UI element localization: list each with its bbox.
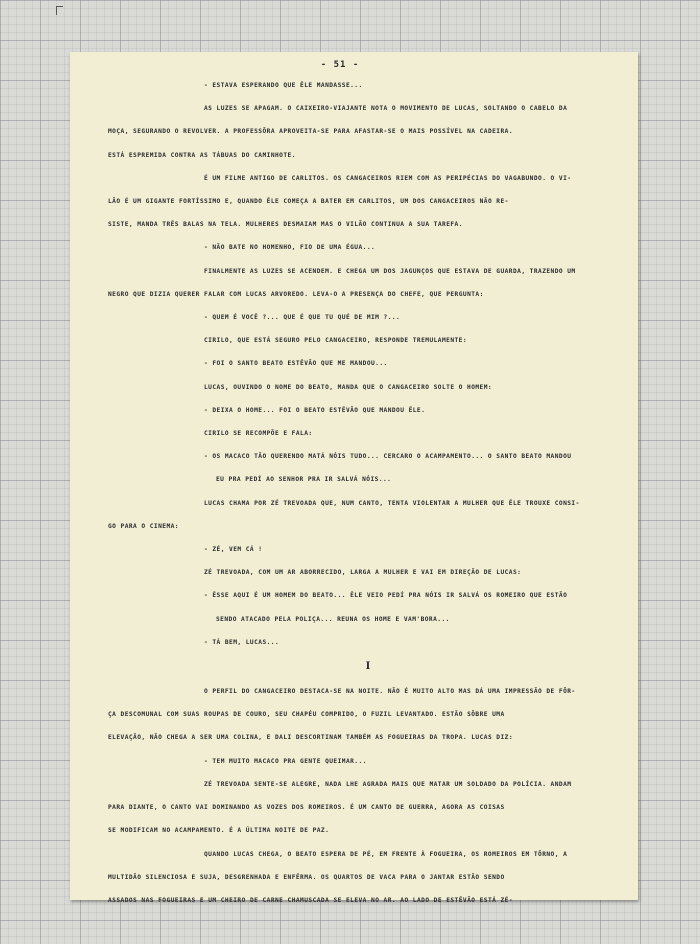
text-line: MULTIDÃO SILENCIOSA E SUJA, DESGRENHADA E ENFÊRMA. OS QUARTOS DE VACA PARA O JANTAR ESTÃO SENDO bbox=[108, 873, 505, 881]
text-line: - FOI O SANTO BEATO ESTÊVÃO QUE ME MANDOU... bbox=[204, 360, 388, 368]
paragraph bbox=[108, 750, 612, 773]
paragraph bbox=[108, 306, 612, 329]
text-line: EU PRA PEDÍ AO SENHOR PRA IR SALVÁ NÓIS... bbox=[216, 476, 392, 484]
paragraph bbox=[108, 538, 612, 561]
paragraph bbox=[108, 376, 612, 399]
text-line: ASSADOS NAS FOGUEIRAS E UM CHEIRO DE CARNE CHAMUSCADA SE ELEVA NO AR. AO LADO DE ESTÊVÃO ESTÁ ZÉ- bbox=[108, 896, 513, 904]
text-line: PARA DIANTE, O CANTO VAI DOMINANDO AS VOZES DOS ROMEIROS. É UM CANTO DE GUERRA, AGORA AS COISAS bbox=[108, 804, 505, 812]
paragraph bbox=[108, 843, 612, 913]
paragraph bbox=[108, 680, 612, 750]
text-line: CIRILO, QUE ESTÁ SEGURO PELO CANGACEIRO, RESPONDE TREMULAMENTE: bbox=[204, 337, 468, 345]
paragraph bbox=[108, 236, 612, 259]
section-mark: I bbox=[365, 661, 371, 673]
text-line: QUANDO LUCAS CHEGA, O BEATO ESPERA DE PÉ, EM FRENTE À FOGUEIRA, OS ROMEIROS EM TÔRNO, A bbox=[204, 850, 568, 858]
paragraph bbox=[108, 422, 612, 445]
paragraph bbox=[108, 584, 612, 630]
text-line: MOÇA, SEGURANDO O REVOLVER. A PROFESSÔRA APROVEITA-SE PARA AFASTAR-SE O MAIS POSSÍVEL NA CADEIRA. bbox=[108, 128, 513, 136]
text-line: - TÁ BEM, LUCAS... bbox=[204, 638, 280, 646]
text-line: ZÉ TREVOADA, COM UM AR ABORRECIDO, LARGA A MULHER E VAI EM DIREÇÃO DE LUCAS: bbox=[204, 569, 522, 577]
text-line: LÃO É UM GIGANTE FORTÍSSIMO E, QUANDO ÊLE COMEÇA A BATER EM CARLITOS, UM DOS CANGACEIROS NÃO RE- bbox=[108, 198, 509, 206]
text-line: ELEVAÇÃO, NÃO CHEGA A SER UMA COLINA, E DALI DESCORTINAM TAMBÉM AS FOGUEIRAS DA TROPA. LUCAS DIZ: bbox=[108, 734, 513, 742]
text-line: LUCAS, OUVINDO O NOME DO BEATO, MANDA QUE O CANGACEIRO SOLTE O HOMEM: bbox=[204, 383, 493, 391]
text-line: FINALMENTE AS LUZES SE ACENDEM. E CHEGA UM DOS JAGUNÇOS QUE ESTAVA DE GUARDA, TRAZENDO UM bbox=[204, 267, 576, 275]
paragraph bbox=[108, 445, 612, 491]
paragraph bbox=[108, 329, 612, 352]
text-line: GO PARA O CINEMA: bbox=[108, 522, 179, 530]
paragraph bbox=[108, 492, 612, 538]
paragraph bbox=[108, 352, 612, 375]
corner-mark bbox=[56, 6, 63, 15]
typewritten-page bbox=[70, 52, 638, 904]
text-line: NEGRO QUE DIZIA QUERER FALAR COM LUCAS ARVOREDO. LEVA-O A PRESENÇA DO CHEFE, QUE PERGUNTA: bbox=[108, 290, 484, 298]
page-number: - 51 - bbox=[320, 60, 360, 70]
text-line: - ÊSSE AQUI É UM HOMEM DO BEATO... ÊLE VEIO PEDÍ PRA NÓIS IR SALVÁ OS ROMEIRO QUE ESTÃO bbox=[204, 592, 568, 600]
text-line: SISTE, MANDA TRÊS BALAS NA TELA. MULHERES DESMAIAM MAS O VILÃO CONTINUA A SUA TAREFA. bbox=[108, 221, 463, 229]
text-line: É UM FILME ANTIGO DE CARLITOS. OS CANGACEIROS RIEM COM AS PERIPÉCIAS DO VAGABUNDO. O VI- bbox=[204, 174, 572, 182]
text-line: - DEIXA O HOME... FOI O BEATO ESTÊVÃO QUE MANDOU ÊLE. bbox=[204, 406, 426, 414]
text-line: SE MODIFICAM NO ACAMPAMENTO. É A ÚLTIMA NOITE DE PAZ. bbox=[108, 827, 330, 835]
text-line: - QUEM É VOCÊ ?... QUE É QUE TU QUÉ DE MIM ?... bbox=[204, 314, 401, 322]
paragraph bbox=[108, 631, 612, 654]
text-line: LUCAS CHAMA POR ZÉ TREVOADA QUE, NUM CANTO, TENTA VIOLENTAR A MULHER QUE ÊLE TROUXE CONSI- bbox=[204, 499, 580, 507]
text-line: - TEM MUITO MACACO PRA GENTE QUEIMAR... bbox=[204, 757, 367, 765]
paragraph bbox=[108, 167, 612, 237]
text-line: ÇA DESCOMUNAL COM SUAS ROUPAS DE COURO, SEU CHAPÉU COMPRIDO, O FUZIL LEVANTADO. ESTÃO SÔBRE UMA bbox=[108, 711, 505, 719]
text-block-before bbox=[108, 74, 612, 654]
text-line: - ESTAVA ESPERANDO QUE ÊLE MANDASSE... bbox=[204, 82, 363, 89]
paragraph bbox=[108, 260, 612, 306]
paragraph bbox=[108, 399, 612, 422]
paragraph bbox=[108, 97, 612, 167]
paragraph bbox=[108, 74, 612, 97]
text-line: ZÉ TREVOADA SENTE-SE ALEGRE, NADA LHE AGRADA MAIS QUE MATAR UM SOLDADO DA POLÍCIA. ANDAM bbox=[204, 780, 572, 788]
text-line: ESTÁ ESPREMIDA CONTRA AS TÁBUAS DO CAMINHOTE. bbox=[108, 151, 296, 159]
text-line: O PERFIL DO CANGACEIRO DESTACA-SE NA NOITE. NÃO É MUITO ALTO MAS DÁ UMA IMPRESSÃO DE FÔR- bbox=[204, 688, 576, 696]
text-line: CIRILO SE RECOMPÕE E FALA: bbox=[204, 430, 313, 438]
text-line: AS LUZES SE APAGAM. O CAIXEIRO-VIAJANTE NOTA O MOVIMENTO DE LUCAS, SOLTANDO O CABELO DA bbox=[204, 105, 568, 113]
text-block-after bbox=[108, 680, 612, 912]
text-line: - ZÉ, VEM CÁ ! bbox=[204, 546, 263, 554]
text-line: - OS MACACO TÃO QUERENDO MATÁ NÓIS TUDO... CERCARO O ACAMPAMENTO... O SANTO BEATO MANDOU bbox=[204, 453, 572, 461]
paragraph bbox=[108, 561, 612, 584]
text-line: SENDO ATACADO PELA POLIÇA... REUNA OS HOME E VAM'BORA... bbox=[216, 615, 450, 623]
text-line: - NÃO BATE NO HOMENHO, FIO DE UMA ÉGUA... bbox=[204, 244, 376, 252]
paragraph bbox=[108, 773, 612, 843]
